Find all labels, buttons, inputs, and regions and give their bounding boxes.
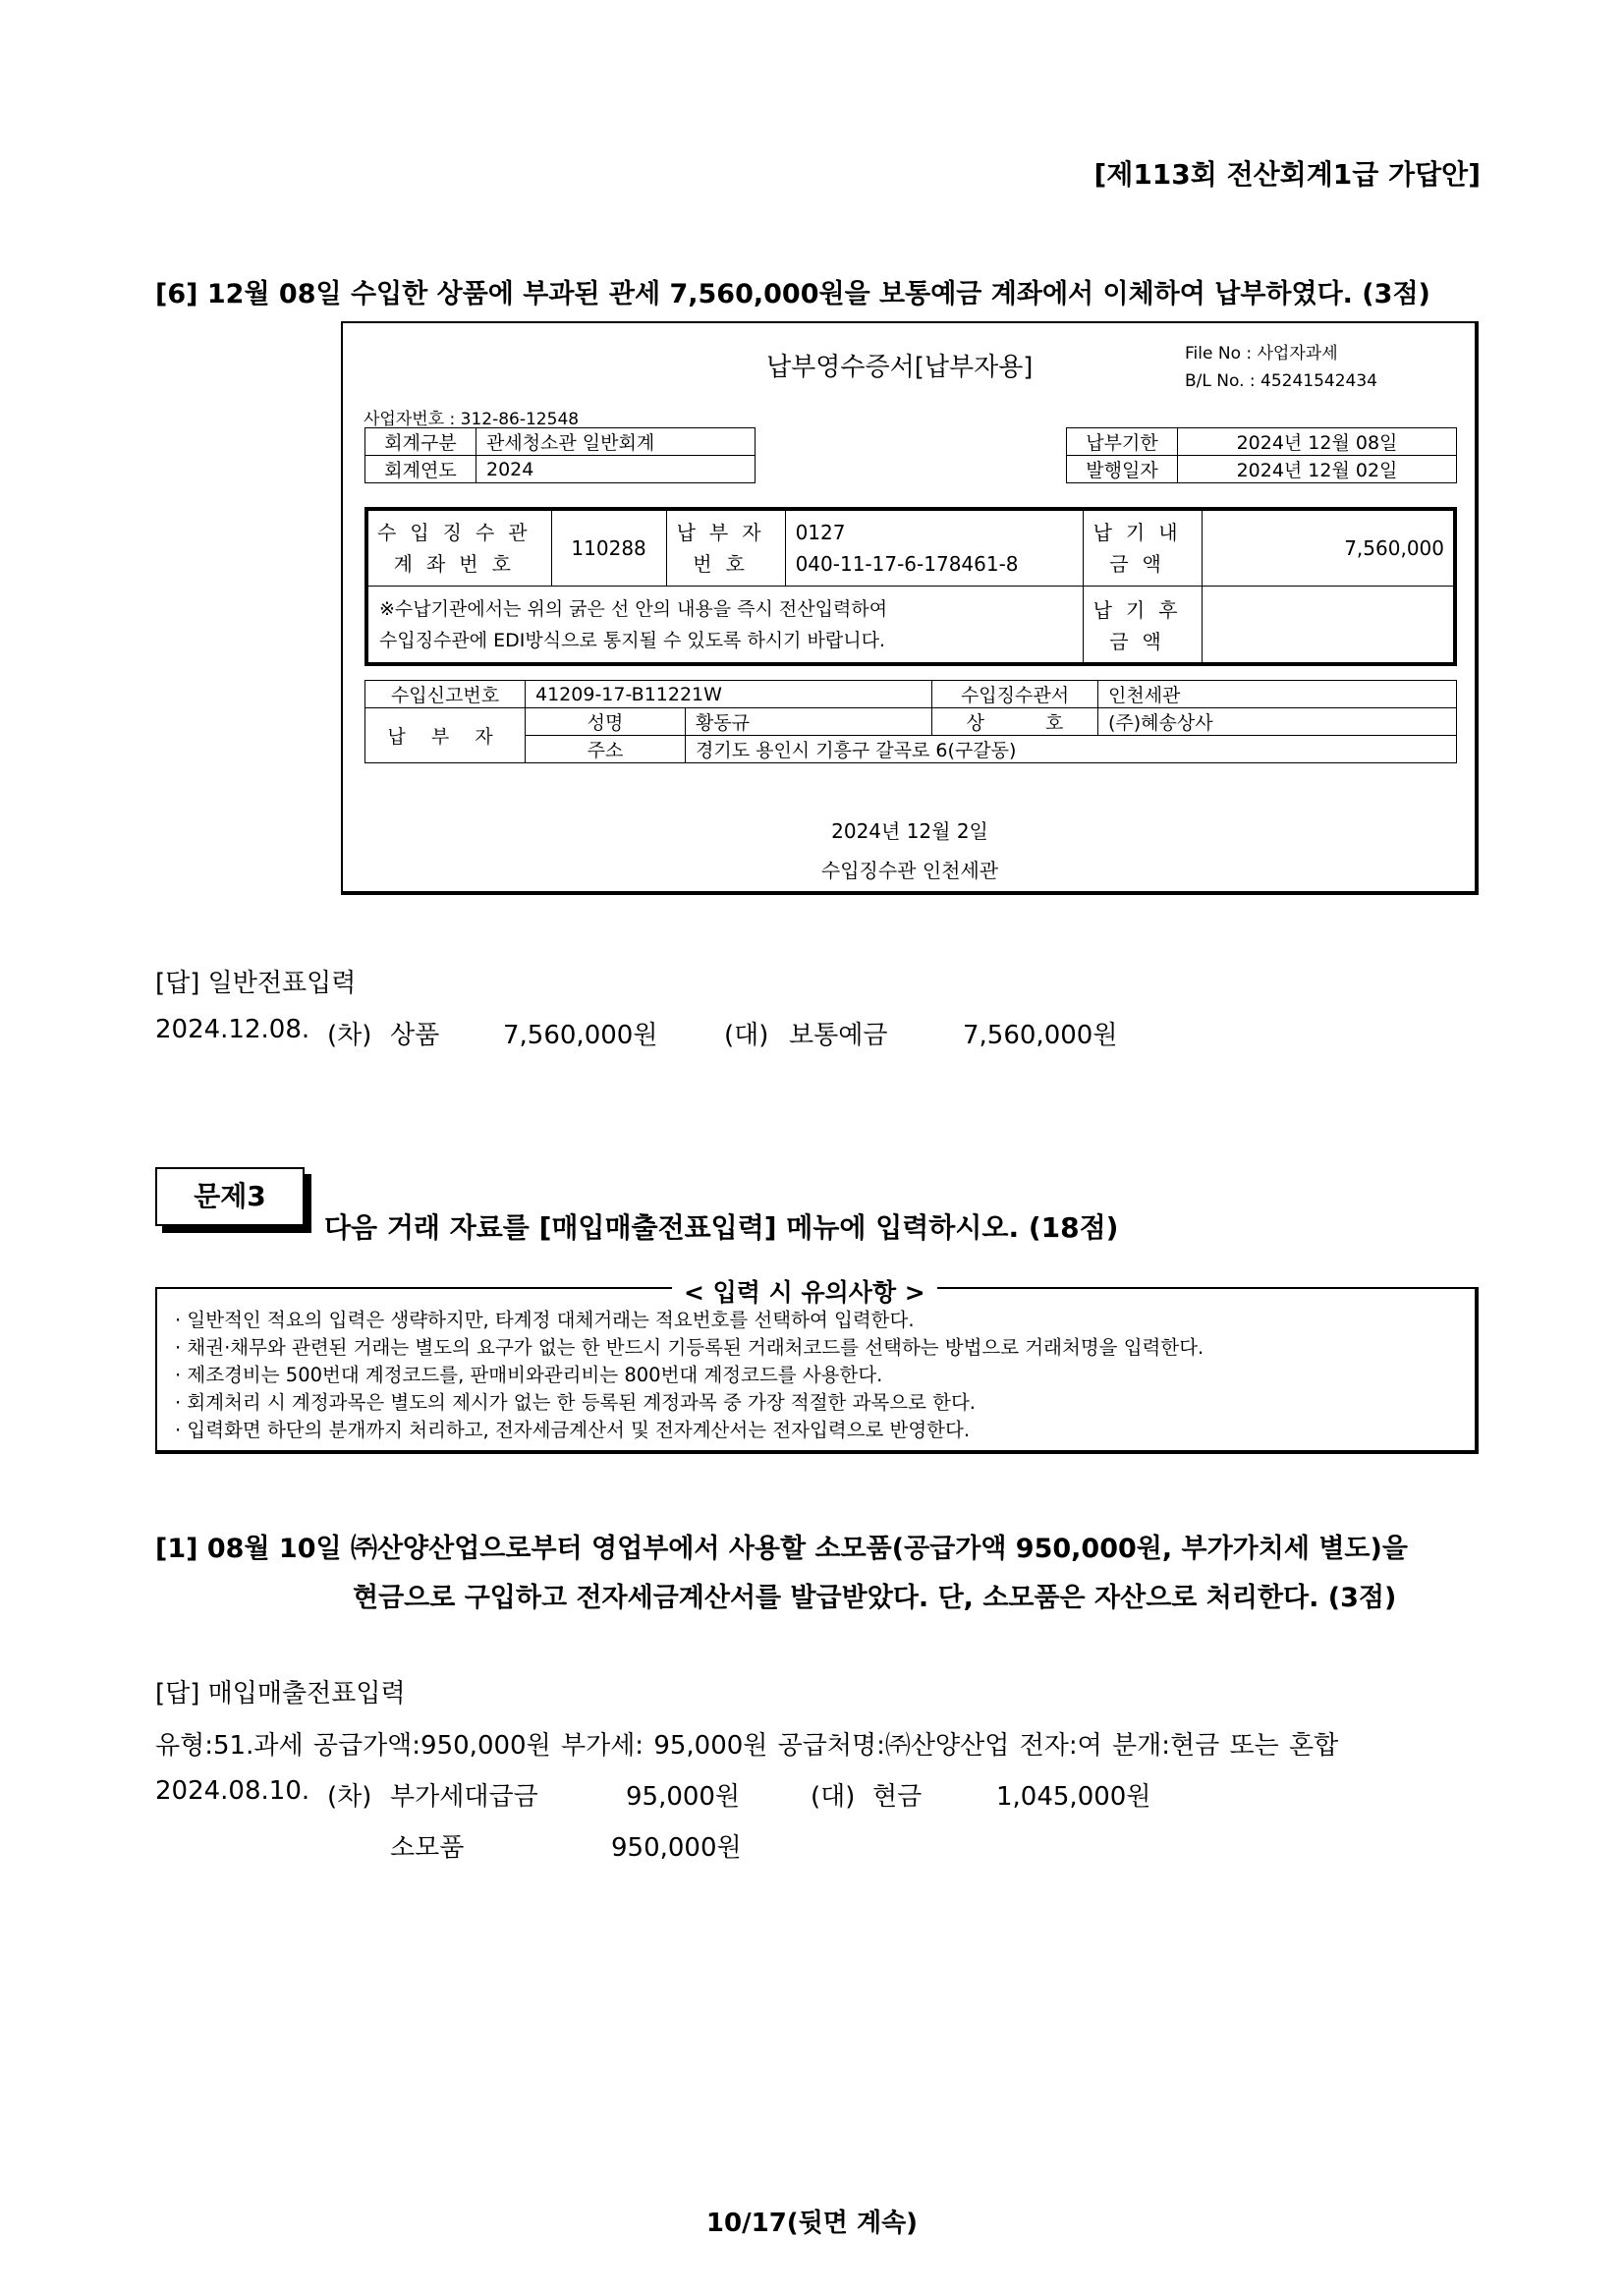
due-date-label: 납부기한 xyxy=(1067,428,1178,456)
company-value: (주)혜송상사 xyxy=(1098,708,1457,736)
office-label: 수입징수관서 xyxy=(932,681,1098,708)
payer-no-label: 납부자 번호 xyxy=(666,510,785,587)
caution-box xyxy=(155,1287,1479,1454)
accounting-type-value: 관세청소관 일반회계 xyxy=(476,428,756,456)
receipt-footer-office: 수입징수관 인천세관 xyxy=(820,859,999,882)
name-label: 성명 xyxy=(526,708,686,736)
answer-1-credit-account: 현금 xyxy=(872,1782,923,1812)
receipt-note: ※수납기관에서는 위의 굵은 선 안의 내용을 즉시 전산입력하여 수입징수관에 EDI방식으로 통지될 수 있도록 하시기 바랍니다. xyxy=(379,598,888,651)
import-info-table xyxy=(364,680,1457,763)
receipt-footer-date: 2024년 12월 2일 xyxy=(831,819,988,843)
due-date-value: 2024년 12월 08일 xyxy=(1178,428,1457,456)
receipt-footer xyxy=(341,812,1479,890)
caution-item: · 제조경비는 500번대 계정코드를, 판매비와관리비는 800번대 계정코드를 사용한다. xyxy=(175,1362,1475,1389)
question-1-line-2: 현금으로 구입하고 전자세금계산서를 발급받았다. 단, 소모품은 자산으로 처리한다. (3점) xyxy=(353,1583,1397,1613)
accounting-year-label: 회계연도 xyxy=(365,456,476,483)
caution-item: · 채권·채무와 관련된 거래는 별도의 요구가 없는 한 반드시 기등록된 거래처코드를 선택하는 방법으로 거래처명을 입력한다. xyxy=(175,1334,1475,1362)
problem-3-text: 다음 거래 자료를 [매입매출전표입력] 메뉴에 입력하시오. (18점) xyxy=(324,1211,1119,1244)
answer-1-credit-label: (대) xyxy=(811,1782,856,1812)
address-label: 주소 xyxy=(526,736,686,763)
amount-after-value xyxy=(1202,587,1454,665)
question-6: [6] 12월 08일 수입한 상품에 부과된 관세 7,560,000원을 보통예금 계좌에서 이체하여 납부하였다. (3점) xyxy=(155,279,1430,309)
answer-6-debit-account: 상품 xyxy=(390,1021,440,1050)
answer-6-debit-amount: 7,560,000원 xyxy=(503,1021,658,1050)
amount-due-value: 7,560,000 xyxy=(1202,510,1454,587)
answer-1-debit-account-1: 부가세대급금 xyxy=(390,1782,538,1812)
answer-6-credit-label: (대) xyxy=(724,1021,769,1050)
answer-1-date: 2024.08.10. xyxy=(155,1776,310,1806)
import-no-label: 수입신고번호 xyxy=(365,681,526,708)
caution-item: · 회계처리 시 계정과목은 별도의 제시가 없는 한 등록된 계정과목 중 가장 적절한 과목으로 한다. xyxy=(175,1389,1475,1417)
date-table xyxy=(1066,427,1457,483)
company-label: 상 호 xyxy=(932,708,1098,736)
document-header: [제113회 전산회계1급 가답안] xyxy=(1093,158,1481,191)
accounting-table xyxy=(364,427,756,483)
payer-no-value: 0127 040-11-17-6-178461-8 xyxy=(785,510,1083,587)
issue-date-value: 2024년 12월 02일 xyxy=(1178,456,1457,483)
issue-date-label: 발행일자 xyxy=(1067,456,1178,483)
answer-6-date: 2024.12.08. xyxy=(155,1015,310,1044)
question-1-line-1: [1] 08월 10일 ㈜산양산업으로부터 영업부에서 사용할 소모품(공급가액 950,000원, 부가가치세 별도)을 xyxy=(155,1534,1408,1564)
answer-1-title: [답] 매입매출전표입력 xyxy=(155,1679,406,1708)
answer-6-debit-label: (차) xyxy=(327,1021,372,1050)
answer-1-debit-label: (차) xyxy=(327,1782,372,1812)
file-no: File No : 사업자과세 xyxy=(1185,344,1338,364)
answer-1-debit-amount-2: 950,000원 xyxy=(611,1833,742,1863)
receipt-title: 납부영수증서[납부자용] xyxy=(766,353,1034,382)
business-number: 사업자번호 : 312-86-12548 xyxy=(364,410,580,429)
accounting-year-value: 2024 xyxy=(476,456,756,483)
import-no-value: 41209-17-B11221W xyxy=(526,681,932,708)
address-value: 경기도 용인시 기흥구 갈곡로 6(구갈동) xyxy=(686,736,1457,763)
caution-title: < 입력 시 유의사항 > xyxy=(672,1273,937,1309)
problem-3-badge: 문제3 xyxy=(155,1167,305,1226)
accounting-type-label: 회계구분 xyxy=(365,428,476,456)
answer-1-credit-amount: 1,045,000원 xyxy=(996,1782,1151,1812)
amount-after-label: 납기후 금액 xyxy=(1083,587,1202,665)
receipt-file-info xyxy=(1185,340,1377,395)
answer-1-summary: 유형:51.과세 공급가액:950,000원 부가세: 95,000원 공급처명:㈜산양산업 전자:여 분개:현금 또는 혼합 xyxy=(155,1731,1339,1761)
account-value: 110288 xyxy=(551,510,666,587)
answer-6-title: [답] 일반전표입력 xyxy=(155,969,357,998)
answer-1-debit-account-2: 소모품 xyxy=(390,1833,465,1863)
amount-due-label: 납기내 금액 xyxy=(1083,510,1202,587)
caution-item: · 일반적인 적요의 입력은 생략하지만, 타계정 대체거래는 적요번호를 선택하여 입력한다. xyxy=(175,1307,1475,1334)
caution-item: · 입력화면 하단의 분개까지 처리하고, 전자세금계산서 및 전자계산서는 전자입력으로 반영한다. xyxy=(175,1417,1475,1444)
account-label: 수입징수관 계좌번호 xyxy=(367,510,552,587)
page-footer: 10/17(뒷면 계속) xyxy=(705,2209,919,2238)
name-value: 황동규 xyxy=(686,708,932,736)
bl-no: B/L No. : 45241542434 xyxy=(1185,371,1377,391)
answer-1-debit-amount-1: 95,000원 xyxy=(626,1782,741,1812)
payer-label: 납 부 자 xyxy=(365,708,526,763)
answer-6-credit-amount: 7,560,000원 xyxy=(963,1021,1118,1050)
office-value: 인천세관 xyxy=(1098,681,1457,708)
answer-6-credit-account: 보통예금 xyxy=(789,1021,888,1050)
